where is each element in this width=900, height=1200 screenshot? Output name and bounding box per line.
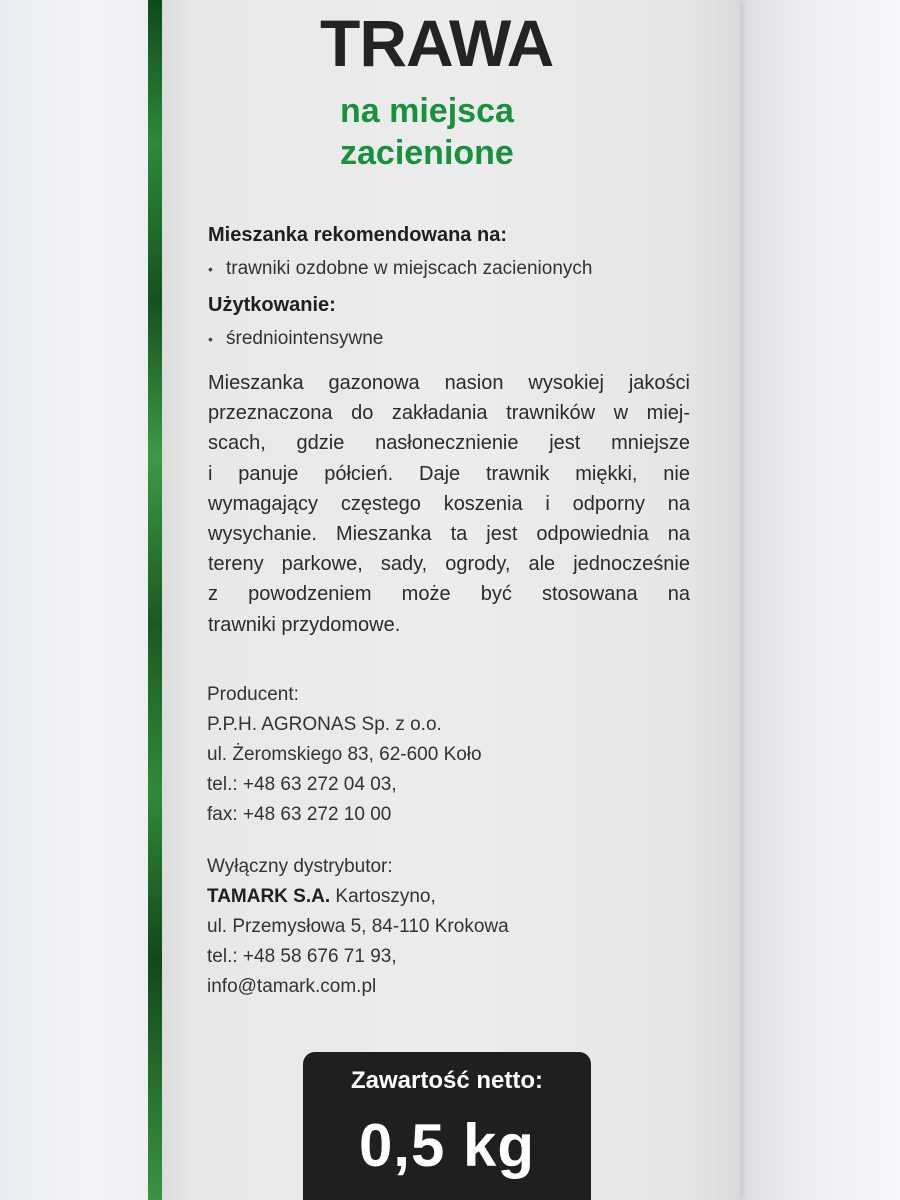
producer-label: Producent: <box>207 684 299 705</box>
description-line: Mieszanka gazonowa nasion wysokiej jakości <box>208 372 690 394</box>
product-title: TRAWA <box>320 6 554 80</box>
distributor-name-line <box>207 882 509 912</box>
distributor-address: ul. Przemysłowa 5, 84-110 Krokowa <box>207 916 509 937</box>
distributor-block <box>207 852 509 1002</box>
usage-heading: Użytkowanie: <box>208 294 336 316</box>
distributor-name: TAMARK S.A. <box>207 886 331 907</box>
producer-name: P.P.H. AGRONAS Sp. z o.o. <box>207 714 442 735</box>
bullet-dot: • <box>208 331 213 347</box>
description-line: tereny parkowe, sady, ogrody, ale jednocześnie <box>208 553 690 576</box>
description-line: przeznaczona do zakładania trawników w miej- <box>208 402 690 425</box>
product-description <box>208 368 690 640</box>
recommended-heading: Mieszanka rekomendowana na: <box>208 224 507 246</box>
description-line: scach, gdzie nasłonecznienie jest mniejsze <box>208 432 690 455</box>
producer-tel: tel.: +48 63 272 04 03, <box>207 774 397 795</box>
description-line: z powodzeniem może być stosowana na <box>208 583 690 606</box>
recommended-item-text: trawniki ozdobne w miejscach zacienionych <box>226 258 593 279</box>
recommended-item <box>208 256 592 282</box>
net-content-label: Zawartość netto: <box>350 1067 544 1094</box>
usage-item <box>208 326 383 352</box>
net-content-badge <box>303 1052 591 1200</box>
subtitle-line: zacienione <box>340 134 514 172</box>
producer-address: ul. Żeromskiego 83, 62-600 Koło <box>207 744 482 765</box>
description-line: wysychanie. Mieszanka ta jest odpowiednia na <box>208 523 690 546</box>
description-line: trawniki przydomowe. <box>208 613 401 636</box>
distributor-city: Kartoszyno, <box>330 886 436 907</box>
bullet-dot: • <box>208 261 213 277</box>
net-content-value: 0,5 kg <box>358 1112 536 1179</box>
package-green-edge <box>148 0 162 1200</box>
usage-item-text: średniointensywne <box>226 328 384 349</box>
description-line: i panuje półcień. Daje trawnik miękki, nie <box>208 462 690 485</box>
background-right <box>740 0 900 1200</box>
description-line: wymagający częstego koszenia i odporny na <box>208 492 690 515</box>
product-subtitle <box>340 90 514 174</box>
distributor-label: Wyłączny dystrybutor: <box>207 856 393 877</box>
subtitle-line: na miejsca <box>340 92 514 130</box>
distributor-email: info@tamark.com.pl <box>207 976 377 997</box>
producer-block <box>207 680 482 830</box>
producer-fax: fax: +48 63 272 10 00 <box>207 804 392 825</box>
distributor-tel: tel.: +48 58 676 71 93, <box>207 946 397 967</box>
